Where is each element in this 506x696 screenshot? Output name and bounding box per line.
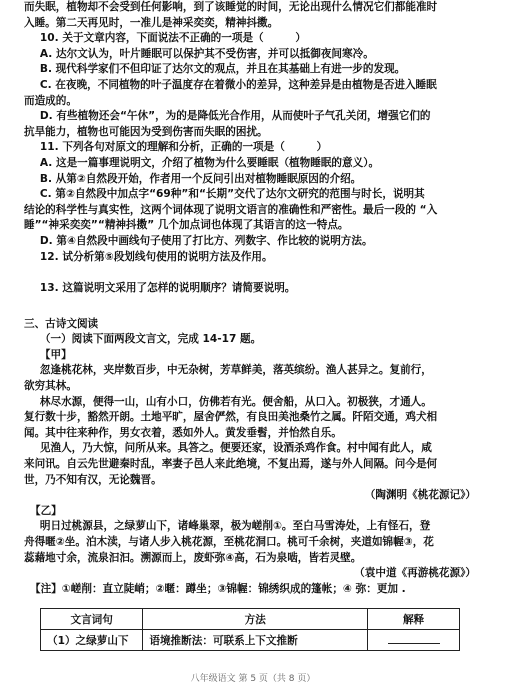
passage-yi-source: （袁中道《再游桃花源》） xyxy=(354,567,476,580)
question-10-option-d: D. 有些植物还会“午休”，为的是降低光合作用，从而使叶子气孔关闭，增强它们的 xyxy=(39,110,431,123)
vocabulary-table xyxy=(40,608,460,651)
passage-yi-line: 舟得暱②坐。泊木渎，与诸人步入桃花源，至桃花洞口。桃可千余树，夹道如锦幄③，花 xyxy=(24,536,434,548)
question-11-option-a: A. 这是一篇事理说明文，介绍了植物为什么要睡眠（植物睡眠的意义）。 xyxy=(39,156,380,169)
question-10-option-b: B. 现代科学家们不但印证了达尔文的观点，并且在其基础上有进一步的发现。 xyxy=(39,63,406,76)
table-row xyxy=(41,630,460,651)
answer-space xyxy=(24,265,488,281)
question-11: 11. 下列各句对原文的理解和分析，正确的一项是（ ） xyxy=(39,141,328,154)
passage-yi-line: 蕊藉地寸余，流泉汩汩。溯源而上，废虾弥④高，石为泉啮，皆若灵壁。 xyxy=(24,551,362,564)
question-13: 13. 这篇说明文采用了怎样的说明顺序？请简要说明。 xyxy=(39,282,296,295)
table-header: 方法 xyxy=(143,609,368,630)
question-10-option-a: A. 达尔文认为，叶片睡眠可以保护其不受伤害，并可以抵御夜间寒冷。 xyxy=(39,47,374,60)
question-11-option-b: B. 从第②自然段开始，作者用一个反问引出对植物睡眠原因的介绍。 xyxy=(39,172,362,185)
subsection-heading: （一）阅读下面两段文言文，完成 14-17 题。 xyxy=(39,333,262,346)
passage-jia-line: 闻。其中往来种作，男女衣着，悉如外人。黄发垂髫，并怡然自乐。 xyxy=(24,426,342,439)
question-10-option-c: C. 在夜晚，不同植物的叶子温度存在着微小的差异，这种差异是由植物是否进入睡眠 xyxy=(39,78,437,91)
passage-jia-line: 来问讯。自云先世避秦时乱，率妻子邑人来此绝境，不复出焉，遂与外人间隔。问今是何 xyxy=(24,458,438,471)
passage-yi-label: 【乙】 xyxy=(30,504,62,517)
table-header: 文言词句 xyxy=(41,609,143,630)
passage-jia-label: 【甲】 xyxy=(39,348,72,361)
passage-line: 而失眠，植物却不会受到任何影响，到了该睡觉的时间，无论出现什么情况它们都能准时 xyxy=(24,1,438,13)
passage-jia-line: 欲穷其林。 xyxy=(24,380,77,393)
passage-jia-line: 林尽水源，便得一山，山有小口，仿佛若有光。便舍船，从口入。初极狭，才通人。 xyxy=(39,395,432,408)
table-header: 解释 xyxy=(368,609,460,630)
table-header-row xyxy=(41,609,460,630)
passage-jia-line: 复行数十步，豁然开朗。土地平旷，屋舍俨然，有良田美池桑竹之属。阡陌交通，鸡犬相 xyxy=(24,411,438,424)
exam-body xyxy=(24,0,488,597)
annotation-note: 【注】①嵯削：直立陡峭；②暱：蹲坐；③锦幄：锦绣织成的篷帐；④ 弥：更加 . xyxy=(30,582,406,595)
question-11-option-c: C. 第②自然段中加点字“69种”和“长期”交代了达尔文研究的范围与时长，说明其 xyxy=(39,188,425,201)
question-10: 10. 关于文章内容，下面说法不正确的一项是（ ） xyxy=(39,32,306,45)
table-cell-method: 语境推断法：可联系上下文推断 xyxy=(143,630,368,651)
passage-jia-source: （陶渊明《桃花源记》） xyxy=(364,489,476,502)
page-footer: 八年级语文 第 5 页（共 8 页） xyxy=(190,674,316,684)
section-heading: 三、古诗文阅读 xyxy=(24,317,99,330)
table-cell-phrase: （1）之绿萝山下 xyxy=(41,630,143,651)
passage-line: 入睡。第二天再见时，一准儿是神采奕奕，精神抖擞。 xyxy=(24,16,279,29)
question-10-option-d-cont: 抗旱能力，植物也可能因为受到伤害而失眠的困扰。 xyxy=(24,125,268,138)
answer-space xyxy=(24,297,488,317)
answer-blank[interactable] xyxy=(388,633,440,644)
table-cell-answer[interactable] xyxy=(368,630,460,651)
passage-yi-line: 明日过桃源县，之绿萝山下，诸峰巢翠，极为嵯削①。至白马雪涛处，上有怪石，登 xyxy=(39,520,431,533)
passage-jia-line: 忽逢桃花林，夹岸数百步，中无杂树，芳草鲜美，落英缤纷。渔人甚异之。复前行， xyxy=(39,364,432,377)
passage-jia-line: 见渔人，乃大惊，问所从来。具答之。便要还家，设酒杀鸡作食。村中闻有此人，咸 xyxy=(39,442,432,455)
question-11-option-d: D. 第④自然段中画线句子使用了打比方、列数字、作比较的说明方法。 xyxy=(39,234,373,247)
question-11-option-c-cont: 睡”“神采奕奕”“精神抖擞” 几个加点词也体现了其语言的这一特点。 xyxy=(24,219,349,232)
question-11-option-c-cont: 结论的科学性与真实性，这两个词体现了说明文语言的准确性和严密性。最后一段的 “入 xyxy=(24,203,438,216)
question-12: 12. 试分析第⑤段划线句使用的说明方法及作用。 xyxy=(39,250,273,263)
question-10-option-c-cont: 而造成的。 xyxy=(24,94,77,107)
passage-jia-line: 世，乃不知有汉，无论魏晋。 xyxy=(24,473,162,486)
